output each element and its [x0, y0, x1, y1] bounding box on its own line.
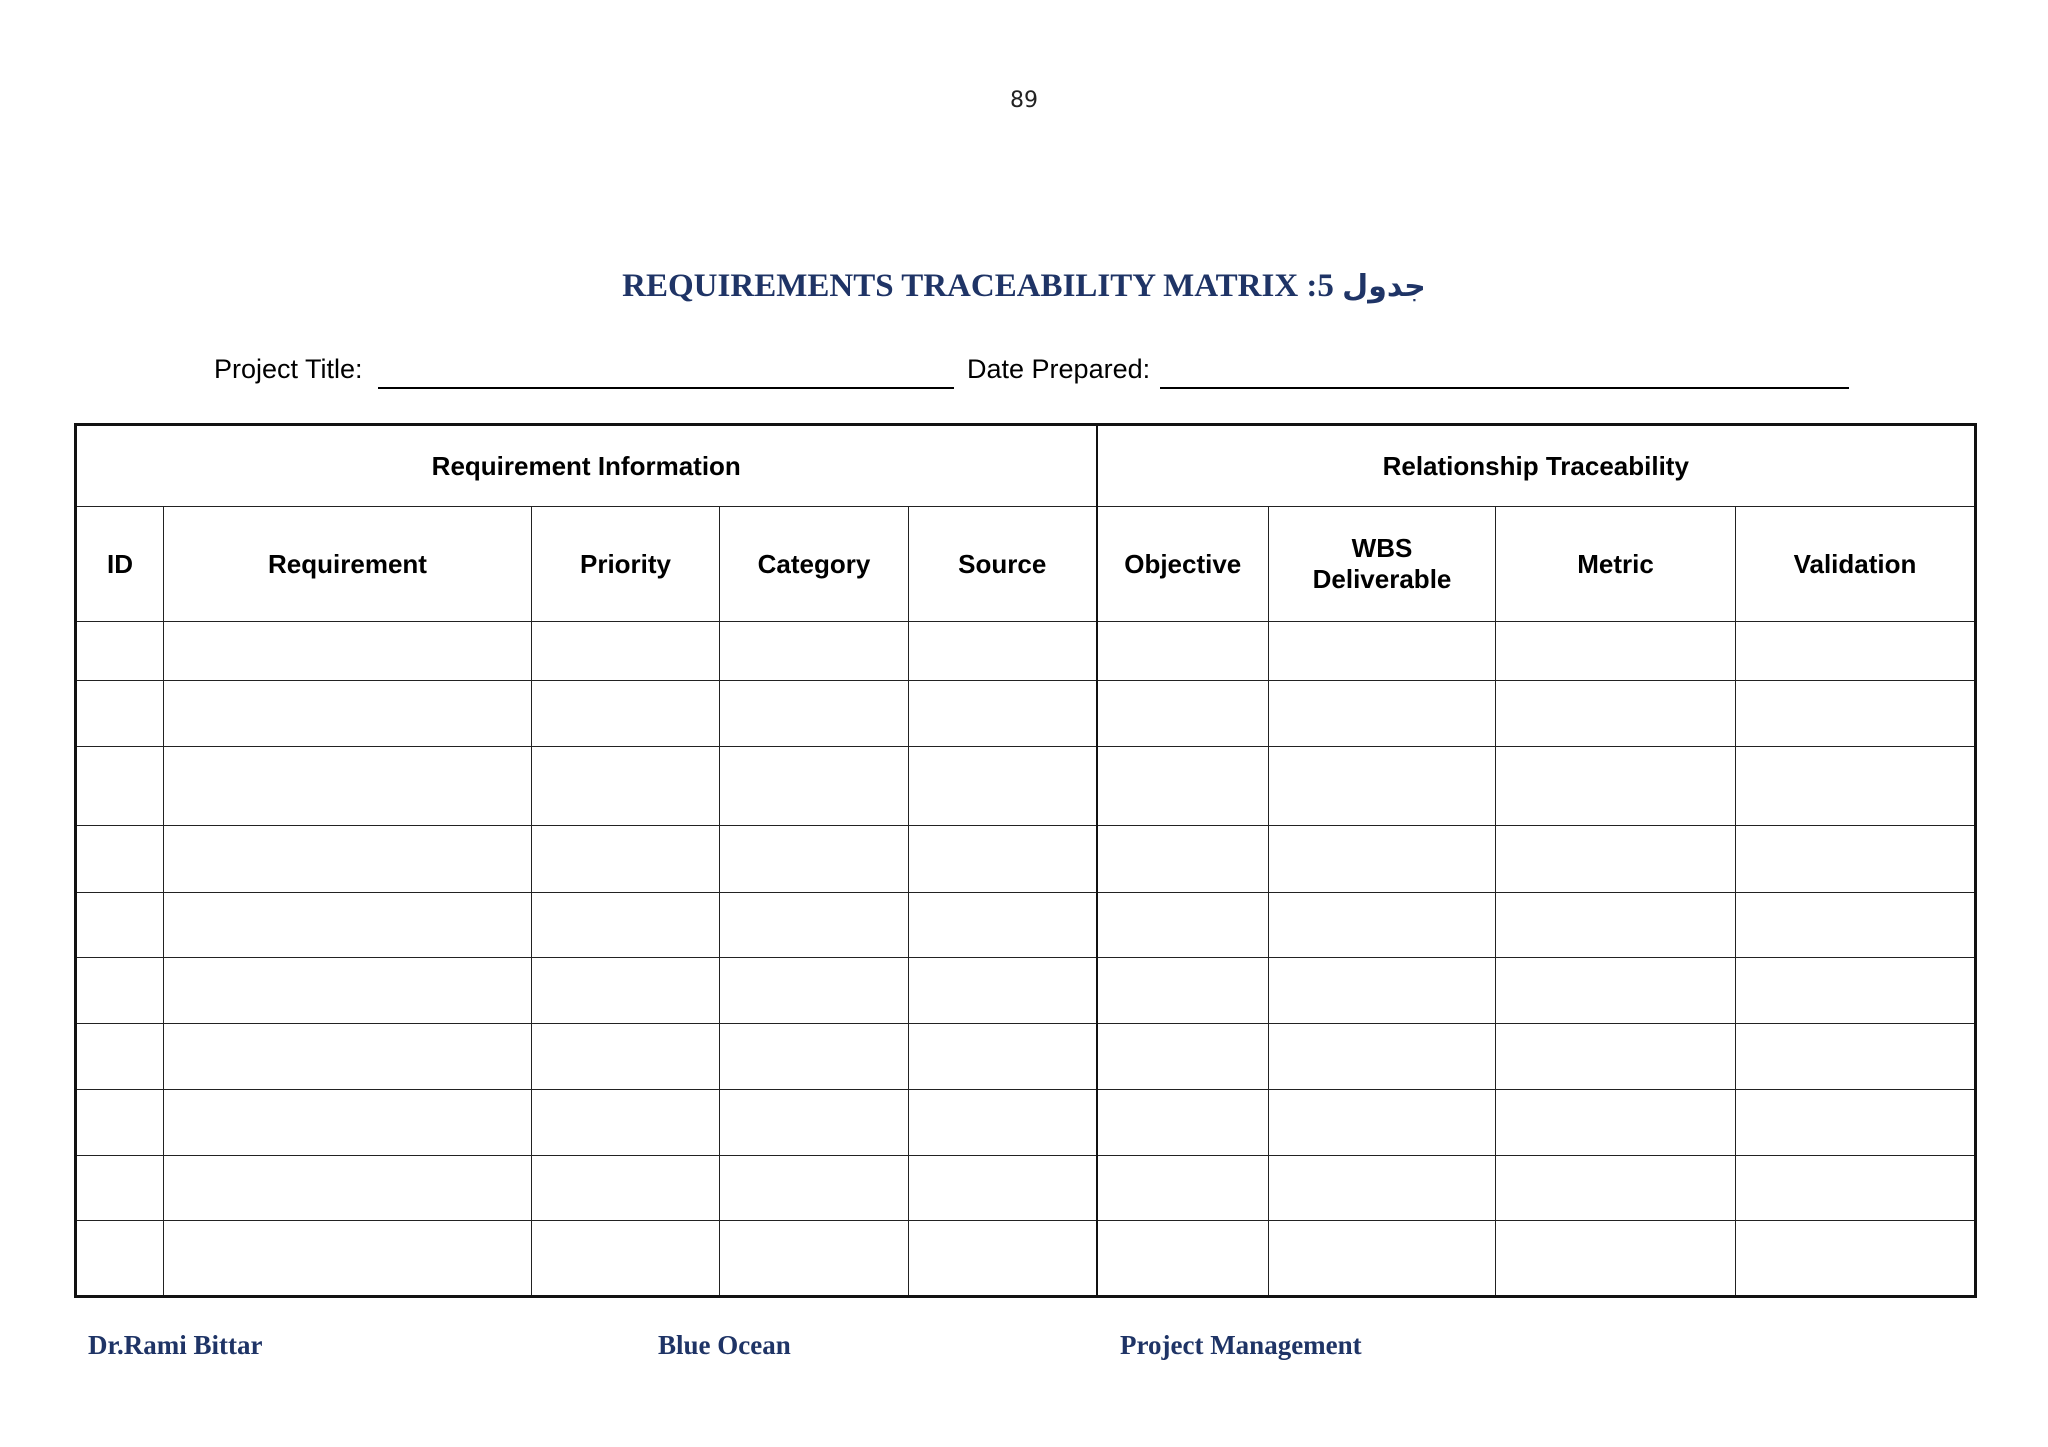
cell-category[interactable]: [720, 826, 909, 893]
cell-requirement[interactable]: [164, 893, 532, 958]
cell-source[interactable]: [909, 826, 1097, 893]
cell-priority[interactable]: [532, 747, 720, 826]
traceability-matrix-table: [74, 423, 1977, 1298]
cell-source[interactable]: [909, 622, 1097, 681]
cell-objective[interactable]: [1097, 826, 1269, 893]
table-row: [76, 622, 1976, 681]
cell-metric[interactable]: [1496, 826, 1736, 893]
cell-priority[interactable]: [532, 958, 720, 1024]
cell-wbs-deliverable[interactable]: [1269, 622, 1496, 681]
cell-validation[interactable]: [1736, 681, 1976, 747]
table-row: [76, 1221, 1976, 1297]
column-header-id: ID: [76, 507, 164, 622]
table-row: [76, 893, 1976, 958]
cell-source[interactable]: [909, 1156, 1097, 1221]
page-number: 89: [1010, 88, 1038, 113]
cell-source[interactable]: [909, 747, 1097, 826]
cell-validation[interactable]: [1736, 826, 1976, 893]
footer-subject: Project Management: [1120, 1330, 1362, 1360]
group-relationship-traceability: Relationship Traceability: [1097, 425, 1976, 507]
cell-validation[interactable]: [1736, 622, 1976, 681]
cell-priority[interactable]: [532, 622, 720, 681]
cell-wbs-deliverable[interactable]: [1269, 1024, 1496, 1090]
cell-source[interactable]: [909, 1221, 1097, 1297]
cell-metric[interactable]: [1496, 1090, 1736, 1156]
cell-wbs-deliverable[interactable]: [1269, 958, 1496, 1024]
cell-id[interactable]: [76, 1221, 164, 1297]
matrix-body: [76, 622, 1976, 1297]
cell-id[interactable]: [76, 893, 164, 958]
cell-metric[interactable]: [1496, 681, 1736, 747]
cell-wbs-deliverable[interactable]: [1269, 893, 1496, 958]
cell-metric[interactable]: [1496, 747, 1736, 826]
cell-requirement[interactable]: [164, 747, 532, 826]
column-header-requirement: Requirement: [164, 507, 532, 622]
cell-requirement[interactable]: [164, 826, 532, 893]
cell-id[interactable]: [76, 747, 164, 826]
table-row: [76, 681, 1976, 747]
cell-metric[interactable]: [1496, 622, 1736, 681]
cell-category[interactable]: [720, 747, 909, 826]
cell-metric[interactable]: [1496, 958, 1736, 1024]
table-row: [76, 1156, 1976, 1221]
cell-priority[interactable]: [532, 1090, 720, 1156]
table-row: [76, 1024, 1976, 1090]
table-row: [76, 747, 1976, 826]
cell-source[interactable]: [909, 958, 1097, 1024]
cell-source[interactable]: [909, 681, 1097, 747]
cell-objective[interactable]: [1097, 1024, 1269, 1090]
cell-wbs-deliverable[interactable]: [1269, 826, 1496, 893]
cell-validation[interactable]: [1736, 1090, 1976, 1156]
cell-wbs-deliverable[interactable]: [1269, 1090, 1496, 1156]
cell-source[interactable]: [909, 1024, 1097, 1090]
column-header-objective: Objective: [1097, 507, 1269, 622]
cell-category[interactable]: [720, 893, 909, 958]
table-row: [76, 958, 1976, 1024]
cell-validation[interactable]: [1736, 1024, 1976, 1090]
cell-validation[interactable]: [1736, 958, 1976, 1024]
title-text: REQUIREMENTS TRACEABILITY MATRIX :5: [622, 268, 1334, 304]
cell-objective[interactable]: [1097, 681, 1269, 747]
cell-id[interactable]: [76, 1156, 164, 1221]
column-header-wbs-deliverable: [1269, 507, 1496, 622]
project-title-label: Project Title:: [214, 354, 363, 384]
cell-metric[interactable]: [1496, 1221, 1736, 1297]
cell-id[interactable]: [76, 622, 164, 681]
cell-source[interactable]: [909, 893, 1097, 958]
column-header-validation: Validation: [1736, 507, 1976, 622]
cell-validation[interactable]: [1736, 1156, 1976, 1221]
cell-requirement[interactable]: [164, 1221, 532, 1297]
table-row: [76, 1090, 1976, 1156]
cell-validation[interactable]: [1736, 747, 1976, 826]
cell-objective[interactable]: [1097, 622, 1269, 681]
cell-category[interactable]: [720, 1024, 909, 1090]
cell-requirement[interactable]: [164, 958, 532, 1024]
date-prepared-label: Date Prepared:: [967, 354, 1151, 384]
table-row: [76, 826, 1976, 893]
cell-requirement[interactable]: [164, 1156, 532, 1221]
cell-priority[interactable]: [532, 681, 720, 747]
cell-source[interactable]: [909, 1090, 1097, 1156]
wbs-deliverable-label: WBS Deliverable: [1312, 533, 1452, 594]
cell-category[interactable]: [720, 1090, 909, 1156]
cell-category[interactable]: [720, 1221, 909, 1297]
cell-category[interactable]: [720, 681, 909, 747]
cell-priority[interactable]: [532, 893, 720, 958]
cell-metric[interactable]: [1496, 1024, 1736, 1090]
cell-id[interactable]: [76, 1024, 164, 1090]
cell-metric[interactable]: [1496, 893, 1736, 958]
cell-wbs-deliverable[interactable]: [1269, 747, 1496, 826]
project-title-field[interactable]: [378, 387, 954, 389]
page-title: [0, 268, 2048, 305]
column-header-category: Category: [720, 507, 909, 622]
cell-id[interactable]: [76, 681, 164, 747]
cell-objective[interactable]: [1097, 1221, 1269, 1297]
cell-id[interactable]: [76, 826, 164, 893]
cell-requirement[interactable]: [164, 1024, 532, 1090]
cell-priority[interactable]: [532, 1221, 720, 1297]
cell-id[interactable]: [76, 1090, 164, 1156]
cell-objective[interactable]: [1097, 747, 1269, 826]
cell-validation[interactable]: [1736, 1221, 1976, 1297]
cell-id[interactable]: [76, 958, 164, 1024]
cell-requirement[interactable]: [164, 1090, 532, 1156]
cell-category[interactable]: [720, 622, 909, 681]
footer-author: Dr.Rami Bittar: [88, 1330, 263, 1360]
date-prepared-field[interactable]: [1160, 387, 1849, 389]
title-arabic: جدول: [1342, 269, 1426, 304]
cell-objective[interactable]: [1097, 958, 1269, 1024]
cell-category[interactable]: [720, 1156, 909, 1221]
cell-objective[interactable]: [1097, 1156, 1269, 1221]
cell-validation[interactable]: [1736, 893, 1976, 958]
cell-priority[interactable]: [532, 826, 720, 893]
cell-objective[interactable]: [1097, 1090, 1269, 1156]
column-header-source: Source: [909, 507, 1097, 622]
cell-wbs-deliverable[interactable]: [1269, 1221, 1496, 1297]
column-header-metric: Metric: [1496, 507, 1736, 622]
cell-requirement[interactable]: [164, 622, 532, 681]
cell-priority[interactable]: [532, 1156, 720, 1221]
cell-wbs-deliverable[interactable]: [1269, 1156, 1496, 1221]
cell-requirement[interactable]: [164, 681, 532, 747]
cell-category[interactable]: [720, 958, 909, 1024]
cell-wbs-deliverable[interactable]: [1269, 681, 1496, 747]
group-requirement-information: Requirement Information: [76, 425, 1097, 507]
cell-priority[interactable]: [532, 1024, 720, 1090]
cell-metric[interactable]: [1496, 1156, 1736, 1221]
column-header-priority: Priority: [532, 507, 720, 622]
cell-objective[interactable]: [1097, 893, 1269, 958]
footer-org: Blue Ocean: [658, 1330, 791, 1360]
